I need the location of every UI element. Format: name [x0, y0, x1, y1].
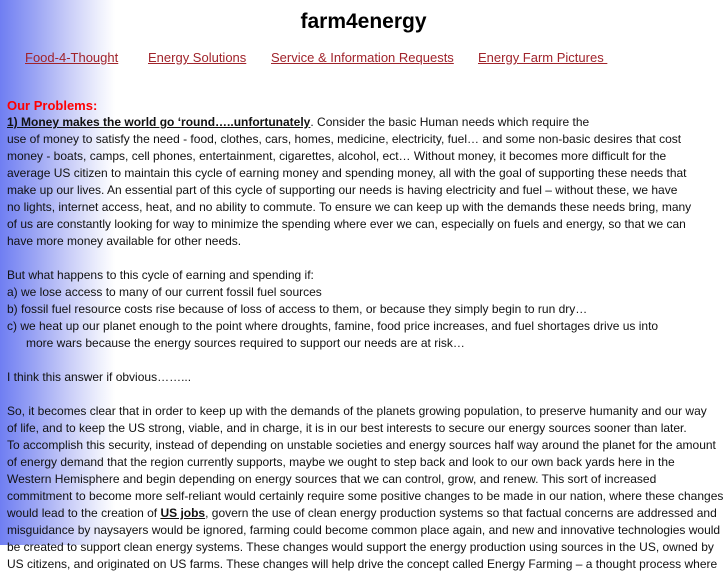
text-line: Western Hemisphere and begin depending on energy sources that we can control, grow, and renew. This sort of increased	[7, 472, 657, 486]
spacer	[7, 386, 722, 403]
text-line: money - boats, camps, cell phones, entertainment, cigarettes, alcohol, ect… Without money, it becomes more difficult for the	[7, 149, 667, 163]
section1-title-tail: . Consider the basic Human needs which require the	[310, 115, 590, 129]
jobs-line-pre: would lead to the creation of	[7, 506, 161, 520]
text-line: To accomplish this security, instead of depending on unstable societies and energy sources half way around the planet for the amount	[7, 438, 716, 452]
nav-link-food-4-thought[interactable]: Food-4-Thought	[25, 50, 119, 65]
nav-link-service-information-requests[interactable]: Service & Information Requests	[271, 50, 454, 65]
list-item-b: b) fossil fuel resource costs rise because of loss of access to them, or because they simply begin to run dry…	[7, 302, 588, 316]
nav-link-energy-farm-pictures[interactable]: Energy Farm Pictures	[478, 50, 608, 65]
text-line: use of money to satisfy the need - food, clothes, cars, homes, medicine, electricity, fuel… and some non-basic desires that cost	[7, 132, 682, 146]
text-line: make up our lives. An essential part of this cycle of supporting our needs is having electricity and fuel – without these, we have	[7, 183, 678, 197]
us-jobs-link[interactable]: US jobs	[160, 506, 206, 520]
answer-line: I think this answer if obvious……...	[7, 370, 192, 384]
text-line: misguidance by naysayers would be ignored, farming could become common place again, and new and innovative technologies would	[7, 523, 721, 537]
text-line: have more money available for other needs.	[7, 234, 242, 248]
spacer	[7, 352, 722, 369]
text-line: average US citizen to maintain this cycle of earning money and spending money, all with the goal of supporting these needs that	[7, 166, 687, 180]
main-content	[7, 97, 722, 573]
text-line: of life, and to keep the US strong, viable, and in charge, it is in our best interests to secure our energy sources sooner than later.	[7, 421, 687, 435]
text-line: commitment to become more self-reliant would certainly require some positive changes to be made in our nation, where these changes	[7, 489, 724, 503]
text-line: no lights, internet access, heat, and no ability to commute. To ensure we can keep up with the demands these needs bring, many	[7, 200, 692, 214]
nav-link-energy-solutions[interactable]: Energy Solutions	[148, 50, 247, 65]
jobs-line	[7, 505, 722, 522]
jobs-line-post: , govern the use of clean energy production systems so that factual concerns are addressed and	[205, 506, 717, 520]
section1-title-line	[7, 114, 722, 131]
text-line: be created to support clean energy systems. These changes would support the energy production using sources in the US, owned by	[7, 540, 714, 554]
list-item-c-continued: more wars because the energy sources required to support our needs are at risk…	[26, 336, 465, 350]
list-item-c: c) we heat up our planet enough to the point where droughts, famine, food price increases, and fuel shortages drive us into	[7, 319, 659, 333]
text-line: US citizens, and originated on US farms. These changes will help drive the concept called Energy Farming – a thought process where	[7, 557, 718, 571]
text-line: of energy demand that the region currently supports, maybe we ought to step back and look to our own back yards here in the	[7, 455, 675, 469]
text-line: So, it becomes clear that in order to keep up with the demands of the planets growing population, to preserve humanity and our way	[7, 404, 707, 418]
text-line: of us are constantly looking for way to minimize the spending where ever we can, especially on fuels and energy, so that we can	[7, 217, 686, 231]
list-item-a: a) we lose access to many of our current fossil fuel sources	[7, 285, 322, 299]
site-title: farm4energy	[300, 10, 427, 33]
section1-title: 1) Money makes the world go ‘round…..unfortunately	[7, 115, 311, 129]
question-intro: But what happens to this cycle of earning and spending if:	[7, 268, 314, 282]
section-heading: Our Problems:	[7, 98, 98, 113]
spacer	[7, 250, 722, 267]
